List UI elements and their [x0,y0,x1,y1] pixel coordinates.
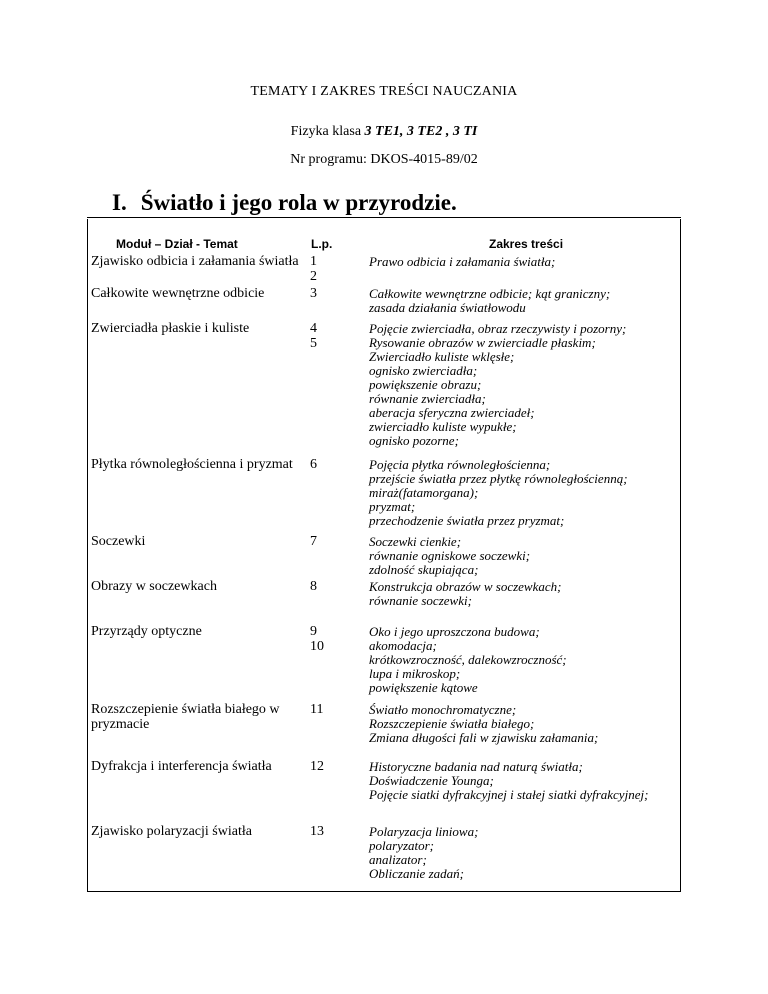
section-underline [87,217,681,218]
row-scope [369,703,681,745]
scope-line: akomodacja; [369,638,437,653]
row-topic: Zjawisko polaryzacji światła [91,824,252,839]
row-topic: Płytka równoległościenna i pryzmat [91,457,293,472]
row-number: 11 [310,702,324,717]
scope-line: krótkowzroczność, dalekowzroczność; [369,652,567,667]
row-topic: Rozszczepienie światła białego w pryzmacie [91,702,280,732]
scope-line: równanie ogniskowe soczewki; [369,548,531,563]
scope-line: Pojęcie siatki dyfrakcyjnej i stałej siatki dyfrakcyjnej; [369,787,649,802]
scope-line: powiększenie kątowe [369,680,478,695]
scope-line: Konstrukcja obrazów w soczewkach; [369,579,562,594]
header-topic: Moduł – Dział - Temat [116,237,238,251]
scope-line: Pojęcie zwierciadła, obraz rzeczywisty i pozorny; [369,321,627,336]
curriculum-table [87,219,681,892]
row-number: 4 5 [310,321,317,351]
row-number: 9 10 [310,624,324,654]
section-title-text: Światło i jego rola w przyrodzie. [140,190,457,215]
row-number: 7 [310,534,317,549]
scope-line: Całkowite wewnętrzne odbicie; kąt graniczny; [369,286,611,301]
document-heading: TEMATY I ZAKRES TREŚCI NAUCZANIA [250,84,518,99]
scope-line: Doświadczenie Younga; [369,773,494,788]
scope-line: lupa i mikroskop; [369,666,461,681]
scope-line: zwierciadło kuliste wypukłe; [369,419,517,434]
scope-line: Zmiana długości fali w zjawisku załamania; [369,730,599,745]
row-topic: Zjawisko odbicia i załamania światła [91,254,299,269]
scope-line: przechodzenie światła przez pryzmat; [369,513,565,528]
row-number: 13 [310,824,324,839]
row-number: 3 [310,286,317,301]
scope-line: Polaryzacja liniowa; [369,824,479,839]
row-number: 6 [310,457,317,472]
subject-line [0,124,768,140]
scope-line: Obliczanie zadań; [369,866,464,881]
row-scope [369,625,681,695]
section-title [112,190,457,216]
scope-line: przejście światła przez płytkę równoległościenną; [369,471,628,486]
scope-line: pryzmat; [369,499,416,514]
row-topic: Dyfrakcja i interferencja światła [91,759,272,774]
scope-line: zdolność skupiająca; [369,562,479,577]
scope-line: ognisko pozorne; [369,433,459,448]
row-scope [369,458,681,528]
row-scope [369,580,681,608]
scope-line: Prawo odbicia i załamania światła; [369,254,556,269]
scope-line: polaryzator; [369,838,434,853]
row-scope [369,255,681,269]
row-number: 1 2 [310,254,317,284]
scope-line: aberacja sferyczna zwierciadeł; [369,405,535,420]
subject-prefix: Fizyka klasa [290,124,362,139]
row-scope [369,760,681,802]
row-number: 8 [310,579,317,594]
scope-line: równanie zwierciadła; [369,391,486,406]
section-number: I. [112,190,127,215]
scope-line: ognisko zwierciadła; [369,363,478,378]
programme-number: Nr programu: DKOS-4015-89/02 [290,152,478,167]
scope-line: równanie soczewki; [369,593,472,608]
header-scope: Zakres treści [489,237,564,251]
row-topic: Całkowite wewnętrzne odbicie [91,286,265,301]
row-topic: Soczewki [91,534,146,549]
scope-line: zasada działania światłowodu [369,300,526,315]
row-scope [369,322,681,448]
row-number: 12 [310,759,324,774]
scope-line: Światło monochromatyczne; [369,702,517,717]
scope-line: Historyczne badania nad naturą światła; [369,759,583,774]
scope-line: miraż(fatamorgana); [369,485,479,500]
row-scope [369,287,681,315]
row-topic: Zwierciadła płaskie i kuliste [91,321,250,336]
scope-line: Pojęcia płytka równoległościenna; [369,457,551,472]
row-scope [369,535,681,577]
scope-line: analizator; [369,852,427,867]
row-topic: Obrazy w soczewkach [91,579,217,594]
row-topic: Przyrządy optyczne [91,624,202,639]
scope-line: Oko i jego uproszczona budowa; [369,624,540,639]
subject-classes: 3 TE1, 3 TE2 , 3 TI [364,124,478,139]
header-lp: L.p. [311,237,333,251]
scope-line: Rozszczepienie światła białego; [369,716,535,731]
row-scope [369,825,681,881]
scope-line: Soczewki cienkie; [369,534,462,549]
scope-line: Zwierciadło kuliste wklęsłe; [369,349,515,364]
scope-line: powiększenie obrazu; [369,377,482,392]
scope-line: Rysowanie obrazów w zwierciadle płaskim; [369,335,596,350]
